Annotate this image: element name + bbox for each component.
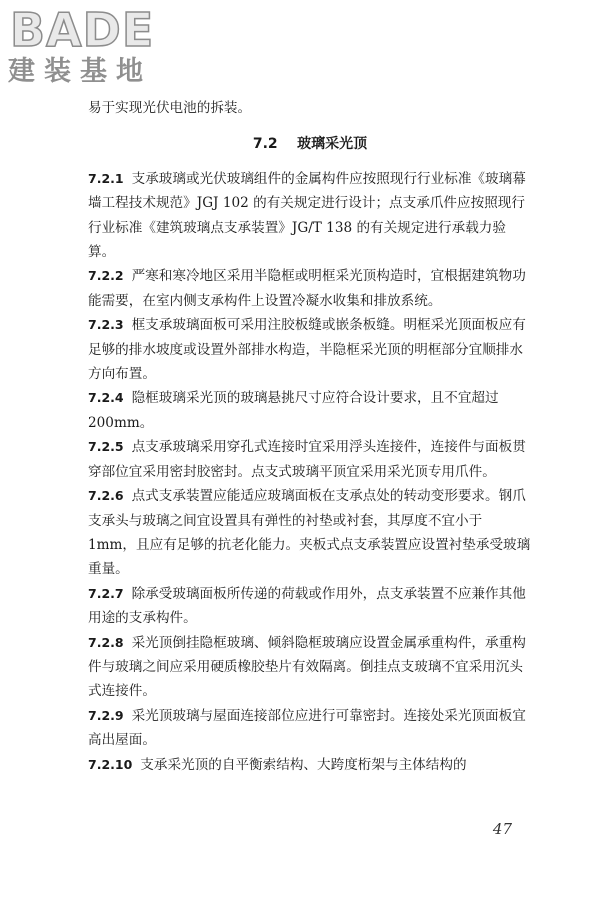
clause-text: 采光顶倒挂隐框玻璃、倾斜隐框玻璃应设置金属承重构件，承重构件与玻璃之间应采用硬质橡胶垫片有效隔离。倒挂点支玻璃不宜采用沉头式连接件。 (88, 634, 526, 700)
clause-7-2-2 (88, 264, 532, 313)
clause-text: 支承采光顶的自平衡索结构、大跨度桁架与主体结构的 (140, 756, 467, 773)
clause-number: 7.2.4 (88, 390, 124, 406)
clause-number: 7.2.6 (88, 488, 124, 504)
clause-7-2-6 (88, 484, 532, 582)
logo-chinese-text: 建装基地 (8, 56, 152, 87)
clause-number: 7.2.10 (88, 756, 133, 772)
lead-paragraph: 易于实现光伏电池的拆装。 (88, 100, 252, 116)
page-number: 47 (492, 820, 512, 838)
section-heading (88, 132, 532, 156)
clause-number: 7.2.2 (88, 268, 124, 284)
section-title: 玻璃采光顶 (297, 136, 368, 153)
clause-text: 框支承玻璃面板可采用注胶板缝或嵌条板缝。明框采光顶面板应有足够的排水坡度或设置外部排水构造，半隐框采光顶的明框部分宜顺排水方向布置。 (88, 317, 526, 383)
clause-text: 点支承玻璃采用穿孔式连接时宜采用浮头连接件，连接件与面板贯穿部位宜采用密封胶密封。点支式玻璃平顶宜采用采光顶专用爪件。 (88, 439, 526, 480)
clause-text: 严寒和寒冷地区采用半隐框或明框采光顶构造时，宜根据建筑物功能需要，在室内侧支承构件上设置冷凝水收集和排放系统。 (88, 268, 526, 309)
clause-7-2-3 (88, 313, 532, 386)
clause-number: 7.2.3 (88, 317, 124, 333)
clause-number: 7.2.1 (88, 170, 124, 186)
clause-text: 采光顶玻璃与屋面连接部位应进行可靠密封。连接处采光顶面板宜高出屋面。 (88, 707, 526, 749)
clause-number: 7.2.7 (88, 585, 124, 601)
clause-number: 7.2.8 (88, 634, 124, 650)
section-number: 7.2 (252, 136, 278, 153)
clause-text: 支承玻璃或光伏玻璃组件的金属构件应按照现行行业标准《玻璃幕墙工程技术规范》JGJ 102 的有关规定进行设计；点支承爪件应按照现行行业标准《建筑玻璃点支承装置》JG/T 138 的有关规定进行承载力验算。 (88, 170, 526, 261)
clause-text: 隐框玻璃采光顶的玻璃悬挑尺寸应符合设计要求，且不宜超过 200mm。 (88, 390, 499, 431)
clause-7-2-7 (88, 582, 532, 631)
clause-7-2-1 (88, 167, 532, 265)
clause-7-2-10 (88, 753, 532, 777)
clause-text: 点式支承装置应能适应玻璃面板在支承点处的转动变形要求。钢爪支承头与玻璃之间宜设置具有弹性的衬垫或衬套，其厚度不宜小于 1mm，且应有足够的抗老化能力。夹板式点支承装置应设置衬垫承受玻璃重量。 (88, 488, 531, 578)
clause-number: 7.2.5 (88, 439, 124, 455)
document-body (88, 96, 532, 777)
clause-7-2-8 (88, 631, 532, 704)
logo-wordmark: BADE (10, 3, 155, 57)
bade-logo (6, 4, 181, 92)
clause-7-2-9 (88, 704, 532, 753)
clause-number: 7.2.9 (88, 707, 124, 723)
clause-text: 除承受玻璃面板所传递的荷载或作用外，点支承装置不应兼作其他用途的支承构件。 (88, 585, 526, 627)
clause-7-2-4 (88, 386, 532, 435)
clause-7-2-5 (88, 435, 532, 484)
